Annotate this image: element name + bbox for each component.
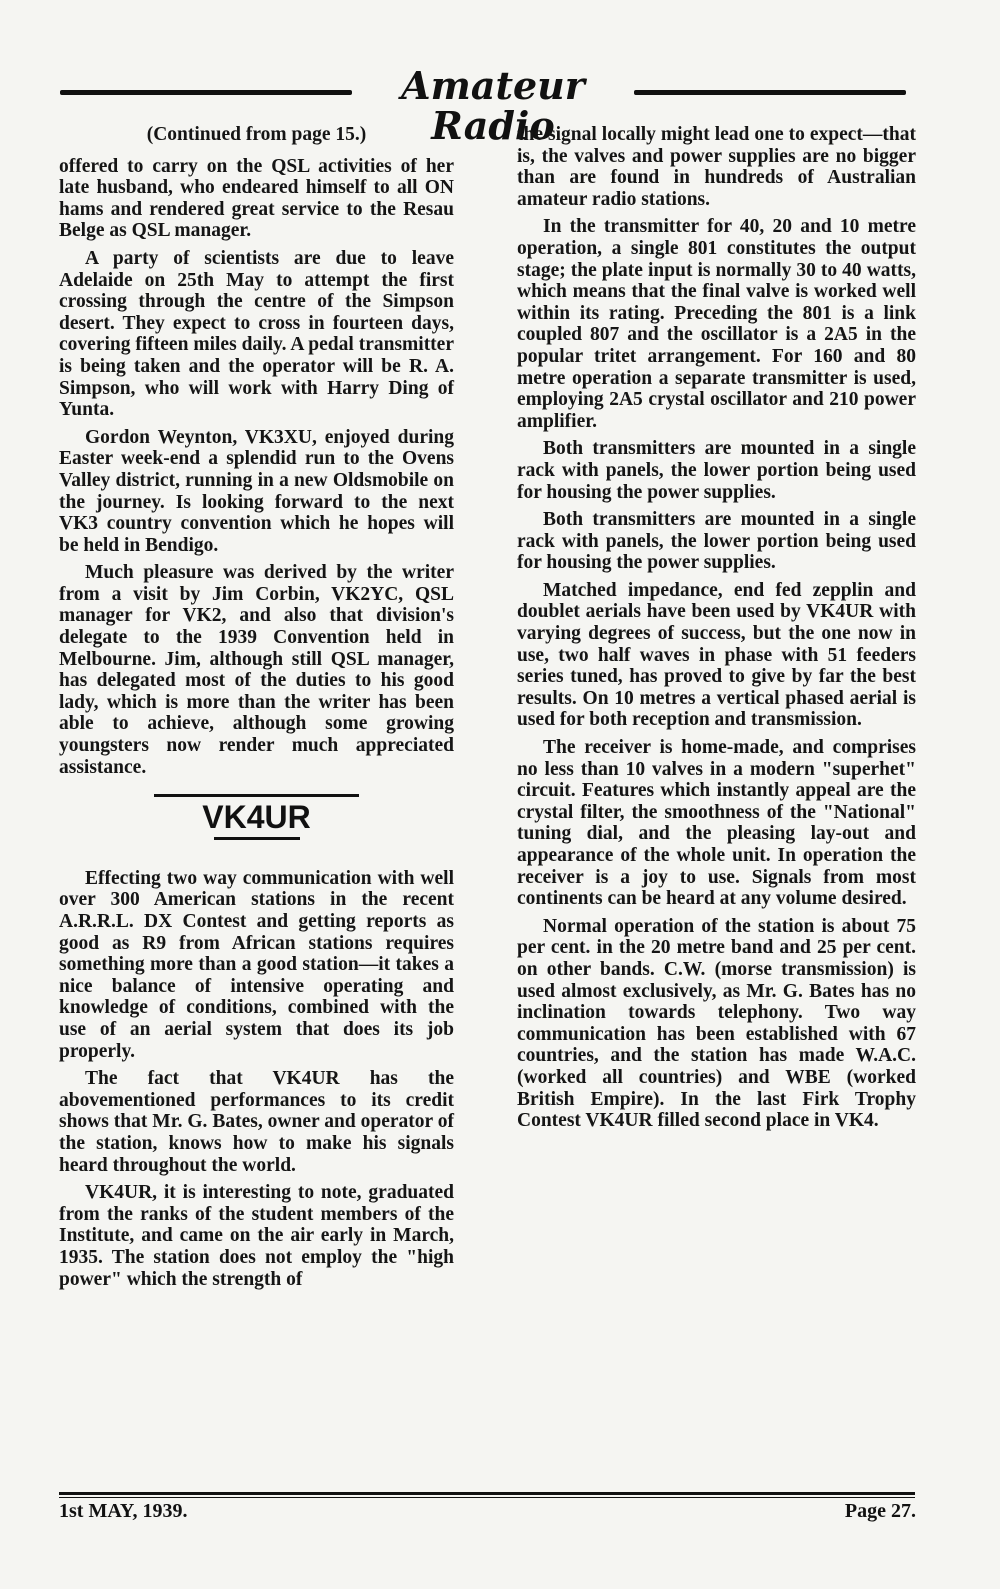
paragraph: Both transmitters are mounted in a single rack with panels, the lower portion being used for housing the power supplies. (517, 509, 916, 574)
page-number: Page 27. (844, 1500, 916, 1522)
paragraph: Both transmitters are mounted in a single rack with panels, the lower portion being used for housing the power supplies. (517, 438, 916, 503)
left-column (59, 124, 454, 1296)
paragraph: Gordon Weynton, VK3XU, enjoyed during Easter week-end a splendid run to the Ovens Valley district, running in a new Oldsmobile on the journey. Is looking forward to the next VK3 country convention which he hopes will be held in Bendigo. (59, 426, 454, 556)
section-divider (154, 794, 359, 797)
masthead-rule-left (60, 90, 352, 95)
heading-underline (214, 837, 300, 840)
paragraph: The fact that VK4UR has the abovementioned performances to its credit shows that Mr. G. Bates, owner and operator of the station, knows how to make his signals heard throughout the world. (59, 1068, 454, 1176)
paragraph: Effecting two way communication with well over 300 American stations in the recent A.R.R.L. DX Contest and getting reports as good as R9 from African stations requires something more than a good station—it takes a nice balance of intensive operating and knowledge of conditions, combined with the use of an aerial system that does its job properly. (59, 867, 454, 1062)
masthead-rule-right (634, 90, 906, 95)
masthead-title: Amateur Radio (401, 63, 585, 148)
continued-note: (Continued from page 15.) (146, 124, 367, 145)
section-heading: VK4UR (202, 799, 311, 836)
paragraph: In the transmitter for 40, 20 and 10 metre operation, a single 801 constitutes the output stage; the plate input is normally 30 to 40 watts, which means that the final valve is worked well within its rating. Preceding the 801 is a link coupled 807 and the oscillator is a 2A5 in the popular tritet arrangement. For 160 and 80 metre operation a separate transmitter is used, employing 2A5 crystal oscillator and 210 power amplifier. (517, 216, 916, 432)
paragraph: Much pleasure was derived by the writer from a visit by Jim Corbin, VK2YC, QSL manager for VK2, and also that division's delegate to the 1939 Convention held in Melbourne. Jim, although still QSL manager, has delegated most of the duties to his good lady, which is more than the writer has been able to achieve, although some growing youngsters now render much appreciated assistance. (59, 562, 454, 778)
paragraph: the signal locally might lead one to expect—that is, the valves and power supplies are no bigger than are found in hundreds of Australian amateur radio stations. (517, 124, 916, 210)
footer-rule-thin (59, 1497, 915, 1498)
paragraph: offered to carry on the QSL activities of her late husband, who endeared himself to all ON hams and rendered great service to the Resau Belge as QSL manager. (59, 155, 454, 242)
paragraph: VK4UR, it is interesting to note, graduated from the ranks of the student members of the Institute, and came on the air early in March, 1935. The station does not employ the "high power" which the strength of (59, 1182, 454, 1290)
paragraph: A party of scientists are due to leave Adelaide on 25th May to attempt the first crossing through the centre of the Simpson desert. They expect to cross in fourteen days, covering fifteen miles daily. A pedal transmitter is being taken and the operator will be R. A. Simpson, who will work with Harry Ding of Yunta. (59, 247, 454, 421)
paragraph: Matched impedance, end fed zepplin and doublet aerials have been used by VK4UR with varying degrees of success, but the one now in use, two half waves in phase with 51 feeders series tuned, has proved to give by far the best results. On 10 metres a vertical phased aerial is used for both reception and transmission. (517, 579, 916, 731)
paragraph: The receiver is home-made, and comprises no less than 10 valves in a modern "superhet" circuit. Features which instantly appeal are the crystal filter, the smoothness of the "National" tuning dial, and the pleasing lay-out and appearance of the whole unit. In operation the receiver is a joy to use. Signals from most continents can be heard at any volume desired. (517, 737, 916, 910)
issue-date: 1st MAY, 1939. (59, 1500, 188, 1522)
paragraph: Normal operation of the station is about 75 per cent. in the 20 metre band and 25 per cent. on other bands. C.W. (morse transmission) is used almost exclusively, as Mr. G. Bates has no inclination towards telephony. Two way communication has been established with 67 countries, and the station has made W.A.C. (worked all countries) and WBE (worked British Empire). In the last Firk Trophy Contest VK4UR filled second place in VK4. (517, 915, 916, 1132)
right-column (517, 124, 916, 1138)
footer-rule (59, 1492, 915, 1495)
